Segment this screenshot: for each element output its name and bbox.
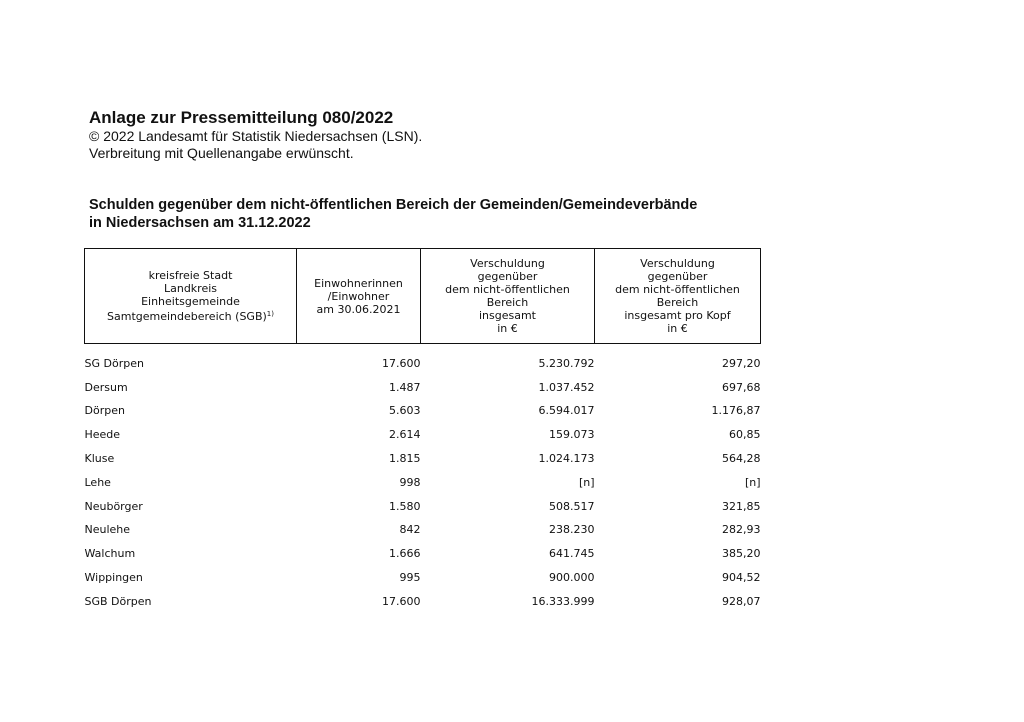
- column-header-debt-per-capita-line: gegenüber: [647, 270, 708, 283]
- population-cell: 1.666: [389, 547, 421, 561]
- column-header-municipality-line: Landkreis: [163, 282, 218, 295]
- municipality-cell: Neulehe: [84, 523, 131, 537]
- per-capita-cell: 564,28: [722, 452, 761, 466]
- table-row: [85, 376, 761, 400]
- distribution-notice: Verbreitung mit Quellenangabe erwünscht.: [89, 145, 354, 161]
- population-cell: 2.614: [389, 428, 421, 442]
- debt-cell: 159.073: [549, 428, 595, 442]
- table-title-line-2: in Niedersachsen am 31.12.2022: [89, 215, 311, 231]
- document-title: Anlage zur Pressemitteilung 080/2022: [89, 108, 394, 127]
- municipality-cell: Wippingen: [84, 571, 143, 585]
- table-row: [85, 566, 761, 590]
- column-header-debt-total-line: gegenüber: [477, 270, 538, 283]
- debt-cell: 5.230.792: [538, 356, 595, 370]
- table-title-line-1: Schulden gegenüber dem nicht-öffentlichen Bereich der Gemeinden/Gemeindeverbände: [89, 197, 698, 213]
- population-cell: 1.487: [389, 380, 421, 394]
- municipality-cell: Dörpen: [84, 404, 125, 418]
- per-capita-cell: 60,85: [729, 428, 761, 442]
- column-header-debt-per-capita: [595, 249, 761, 344]
- table-row: [85, 344, 761, 376]
- table-header-row: [85, 249, 761, 344]
- per-capita-cell: 697,68: [722, 380, 761, 394]
- column-header-population-line: Einwohnerinnen: [314, 276, 403, 290]
- municipality-cell: Heede: [84, 428, 121, 442]
- municipality-cell: Neubörger: [84, 499, 143, 513]
- debt-cell: 641.745: [549, 547, 595, 561]
- population-cell: 995: [399, 571, 421, 585]
- document-header: [89, 108, 422, 162]
- copyright-notice: © 2022 Landesamt für Statistik Niedersachsen (LSN).: [89, 128, 423, 144]
- per-capita-cell: 297,20: [722, 356, 761, 370]
- debt-table: [84, 248, 761, 614]
- table-row: [85, 471, 761, 495]
- column-header-population-line: am 30.06.2021: [316, 302, 401, 316]
- debt-cell: 508.517: [549, 499, 595, 513]
- municipality-cell: Lehe: [84, 475, 111, 489]
- population-cell: 1.815: [389, 452, 421, 466]
- column-header-debt-total-line: in €: [497, 322, 518, 335]
- column-header-municipality-text: Samtgemeindebereich (SGB): [107, 310, 267, 323]
- table-row: [85, 542, 761, 566]
- debt-cell: [n]: [578, 475, 595, 489]
- debt-cell: 900.000: [549, 571, 595, 585]
- table-row: [85, 519, 761, 543]
- per-capita-cell: 282,93: [722, 523, 761, 537]
- column-header-debt-total-line: insgesamt: [478, 309, 536, 322]
- population-cell: 5.603: [389, 404, 421, 418]
- column-header-municipality: [85, 249, 297, 344]
- municipality-cell: SGB Dörpen: [84, 594, 152, 608]
- municipality-cell: Dersum: [84, 380, 128, 394]
- municipality-cell: Walchum: [84, 547, 136, 561]
- debt-cell: 1.037.452: [538, 380, 595, 394]
- population-cell: 17.600: [382, 594, 421, 608]
- column-header-debt-total: [421, 249, 595, 344]
- column-header-population: [297, 249, 421, 344]
- per-capita-cell: 321,85: [722, 499, 761, 513]
- footnote-marker: 1): [266, 310, 274, 318]
- column-header-debt-per-capita-line: insgesamt pro Kopf: [624, 309, 731, 322]
- debt-cell: 16.333.999: [531, 594, 595, 608]
- municipality-cell: Kluse: [84, 452, 115, 466]
- column-header-population-line: /Einwohner: [327, 289, 390, 303]
- municipality-cell: SG Dörpen: [84, 356, 144, 370]
- table-row: [85, 590, 761, 614]
- per-capita-cell: [n]: [744, 475, 761, 489]
- table-row: [85, 423, 761, 447]
- per-capita-cell: 1.176,87: [711, 404, 761, 418]
- debt-cell: 6.594.017: [538, 404, 595, 418]
- column-header-debt-per-capita-line: Bereich: [656, 296, 699, 309]
- table-row: [85, 447, 761, 471]
- table-row: [85, 495, 761, 519]
- population-cell: 998: [399, 475, 421, 489]
- column-header-debt-total-line: dem nicht-öffentlichen: [445, 283, 570, 296]
- per-capita-cell: 385,20: [722, 547, 761, 561]
- debt-cell: 238.230: [549, 523, 595, 537]
- column-header-municipality-line: Einheitsgemeinde: [141, 295, 240, 308]
- per-capita-cell: 904,52: [722, 571, 761, 585]
- column-header-debt-per-capita-line: dem nicht-öffentlichen: [615, 283, 740, 296]
- table-row: [85, 400, 761, 424]
- column-header-debt-per-capita-line: Verschuldung: [640, 257, 715, 270]
- population-cell: 1.580: [389, 499, 421, 513]
- column-header-debt-total-line: Verschuldung: [470, 257, 545, 270]
- per-capita-cell: 928,07: [722, 594, 761, 608]
- debt-cell: 1.024.173: [538, 452, 595, 466]
- population-cell: 842: [399, 523, 421, 537]
- population-cell: 17.600: [382, 356, 421, 370]
- column-header-municipality-line: [89, 308, 292, 323]
- column-header-municipality-line: kreisfreie Stadt: [148, 269, 233, 282]
- column-header-debt-per-capita-line: in €: [667, 322, 688, 335]
- table-title: [89, 196, 697, 232]
- column-header-debt-total-line: Bereich: [486, 296, 529, 309]
